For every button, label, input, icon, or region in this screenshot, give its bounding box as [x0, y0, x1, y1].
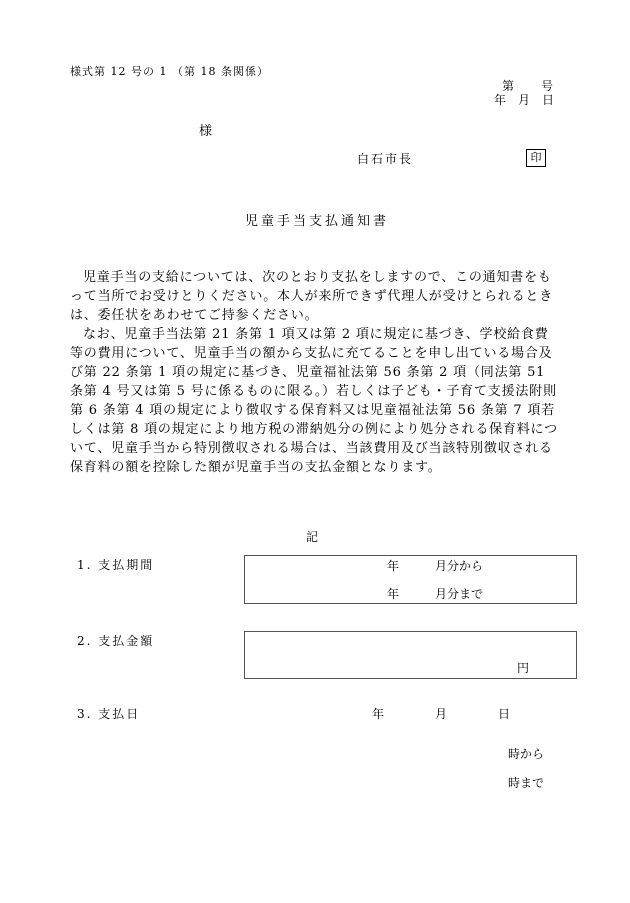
payment-amount-box	[244, 631, 577, 679]
body-paragraph: 児童手当の支給については、次のとおり支払をしますので、この通知書をもって当所でお受けとりください。本人が来所できず代理人が受けとられるときは、委任状をあわせてご持参ください。	[70, 270, 554, 323]
payment-date-year: 年	[372, 707, 385, 721]
addressee: 様	[199, 124, 213, 139]
payment-date-month: 月	[435, 707, 448, 721]
document-title: 児童手当支払通知書	[245, 214, 390, 229]
amount-unit: 円	[517, 661, 530, 675]
payment-amount-label: 2. 支払金額	[77, 634, 155, 648]
payment-date-label: 3. 支払日	[77, 707, 141, 721]
period-to-month: 月分まで	[435, 587, 484, 601]
period-to-year: 年	[387, 587, 400, 601]
body-paragraph: なお、児童手当法第 21 条第 1 項又は第 2 項に規定に基づき、学校給食費等の費用について、児童手当の額から支払に充てることを申し出ている場合及び第 22 条第 1 項の規定に基づき、児童福祉法第 56 条第 2 項（同法第 51 条第 4 号又は第 5 号に係るものに限る。）若しくは子ども・子育て支援法附則第 6 条第 4 項の規定により徴収する保育料又は児童福祉法第 56 条第 7 項若しくは第 8 項の規定により地方税の滞納処分の例により処分される保育料について、児童手当から特別徴収される場合は、当該費用及び当該特別徴収される保育料の額を控除した額が児童手当の支払金額となります。	[70, 327, 558, 475]
notice-body	[70, 268, 560, 477]
period-from-year: 年	[387, 559, 400, 573]
payment-date-day: 日	[498, 707, 511, 721]
seal-stamp: 印	[526, 149, 546, 167]
ki-heading: 記	[306, 530, 319, 544]
period-from-month: 月分から	[435, 559, 484, 573]
issue-date: 年 月 日	[493, 93, 554, 107]
document-number: 第 号	[501, 79, 554, 93]
issuer: 白石市長	[357, 152, 414, 166]
payment-period-label: 1. 支払期間	[77, 558, 155, 572]
form-number: 様式第 12 号の 1 （第 18 条関係）	[70, 65, 269, 78]
time-to: 時まで	[508, 776, 545, 790]
payment-period-box	[244, 555, 577, 604]
time-from: 時から	[508, 747, 545, 761]
